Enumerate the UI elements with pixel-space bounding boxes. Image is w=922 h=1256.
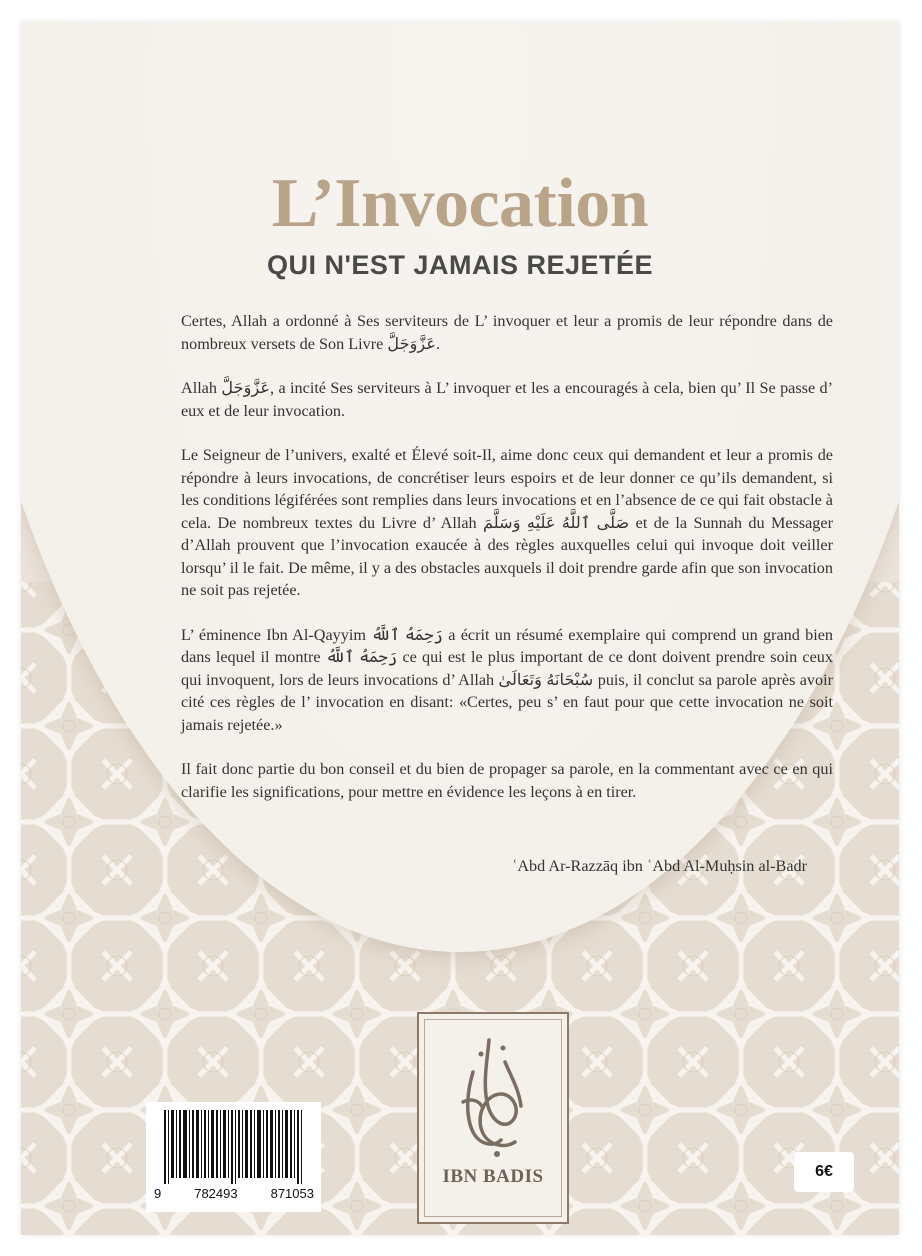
publisher-logo-box bbox=[417, 1012, 569, 1224]
price-label: 6€ bbox=[794, 1152, 854, 1192]
publisher-calligraphy-icon bbox=[443, 1032, 543, 1162]
book-subtitle: QUI N'EST JAMAIS REJETÉE bbox=[267, 250, 653, 280]
blurb-paragraph: Il fait donc partie du bon conseil et du bien de propager sa parole, en la commentant avec ce en qui clarifie les significations, pour mettre en évidence les leçons à en tirer. bbox=[181, 760, 833, 801]
blurb-paragraph: Certes, Allah a ordonné à Ses serviteurs de L’ invoquer et leur a promis de leur répondre dans de nombreux versets de Son Livre عَزَّوَجَلَّ. bbox=[181, 312, 833, 353]
blurb bbox=[181, 310, 833, 819]
blurb-paragraph: L’ éminence Ibn Al-Qayyim رَحِمَهُ ٱللَّهُ a écrit un résumé exemplaire qui comprend un grand bien dans lequel il montre رَحِمَهُ ٱللَّهُ ce qui est le plus important de ce dont doivent prendre soin ceux qui invoquent, lors de leurs invocations d’ Allah سُبْحَانَهُ وَتَعَالَىٰ puis, il conclut sa parole après avoir cité ces règles de l’ invocation en disant: «Certes, peu s’ en faut pour que cette invocation ne soit jamais rejetée.» bbox=[181, 625, 834, 734]
book-back-cover bbox=[21, 22, 899, 1235]
book-title: L’Invocation bbox=[271, 165, 649, 242]
isbn-group-1: 782493 bbox=[194, 1186, 238, 1201]
isbn-barcode bbox=[146, 1102, 321, 1212]
isbn-prefix: 9 bbox=[154, 1186, 162, 1201]
barcode-bars-icon bbox=[154, 1110, 314, 1184]
blurb-paragraph: Allah عَزَّوَجَلَّ, a incité Ses serviteurs à L’ invoquer et les a encouragés à cela, bien qu’ Il Se passe d’ eux et de leur invocation. bbox=[181, 379, 834, 420]
publisher-name: IBN BADIS bbox=[442, 1166, 544, 1187]
blurb-paragraph: Le Seigneur de l’univers, exalté et Élevé soit-Il, aime donc ceux qui demandent et leur a promis de répondre à leurs invocations, de concrétiser leurs espoirs et de leur donner ce qu’ils demandent, si les conditions légiférées sont remplies dans leurs invocations et en l’absence de ce qui fait obstacle à cela. De nombreux textes du Livre d’ Allah صَلَّى ٱللَّهُ عَلَيْهِ وَسَلَّمَ et de la Sunnah du Messager d’Allah prouvent que l’invocation exaucée à des règles auxquelles celui qui invoque doit veiller lorsqu’ il le fait. De même, il y a des obstacles auxquels il doit prendre garde afin que son invocation ne soit pas rejetée. bbox=[181, 446, 833, 599]
isbn-group-2: 871053 bbox=[270, 1186, 314, 1201]
isbn-digits bbox=[154, 1186, 314, 1201]
author-name: ʿAbd Ar-Razzāq ibn ʿAbd Al-Muḥsin al-Badr bbox=[511, 857, 807, 875]
